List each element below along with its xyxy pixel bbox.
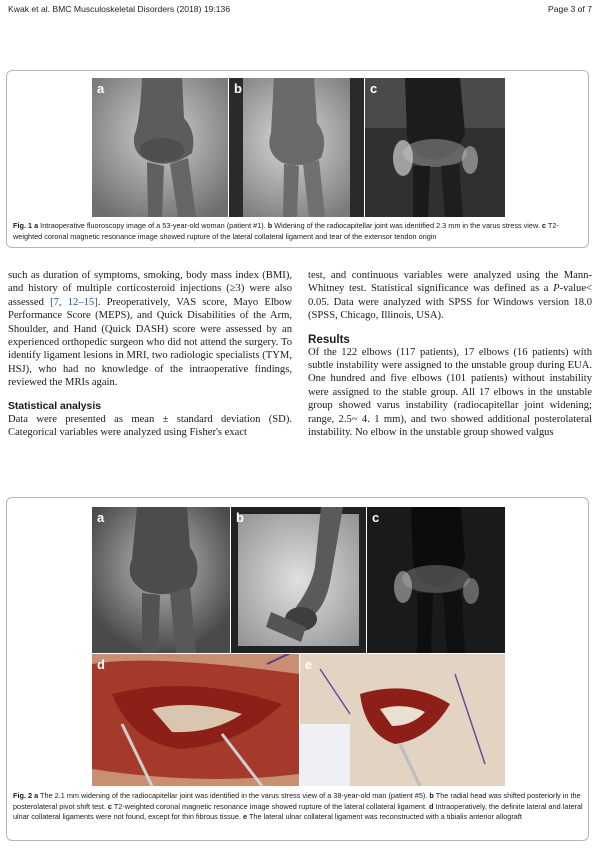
caption-text: T2-weighted coronal magnetic resonance image showed rupture of the lateral collateral ligament. (111, 801, 430, 811)
mri-image (365, 78, 505, 217)
panel-letter: c (370, 81, 378, 96)
caption-text: The 2.1 mm widening of the radiocapitellar joint was identified in the varus stress view of a 38-year-old man (patient #5). (38, 791, 430, 800)
figure-1-panel-b (229, 78, 364, 217)
caption-letter: b (267, 221, 273, 230)
figure-2-panel-b (231, 507, 366, 653)
page-number: Page 3 of 7 (548, 4, 592, 14)
figure-label: Fig. 1 (13, 221, 33, 230)
section-heading: Statistical analysis (8, 400, 101, 412)
caption-letter: b (429, 791, 434, 800)
body-paragraph: Of the 122 elbows (117 patients), 17 elbows (16 patients) with subtle instability were assigned to the unstable group during EUA. One hundred and five elbows (101 patients) without instability were assigned to the stable group. All 17 elbows in the unstable group showed varus instability (radiocapitellar joint widening; range, 2.5~ 4. 1 mm), and two showed additional posterolateral instability. No elbow in the unstable group showed valgus (308, 346, 592, 439)
body-paragraph: Data were presented as mean ± standard deviation (SD). Categorical variables were analyzed using Fisher's exact (8, 413, 292, 439)
panel-letter: a (97, 510, 105, 525)
panel-letter: e (305, 657, 313, 672)
figure-2-panel-a (92, 507, 230, 653)
section-heading: Results (308, 332, 350, 346)
caption-text: Intraoperatively, the definite lateral and lateral ulnar collateral ligaments were not found, except for thin fibrous tissue. (13, 801, 583, 822)
figure-1 (6, 70, 589, 248)
caption-letter: c (107, 801, 112, 811)
caption-letter: e (242, 812, 248, 822)
caption-letter: a (34, 221, 39, 230)
caption-letter: d (429, 801, 434, 811)
figure-2-panel-d (92, 654, 299, 786)
figure-label: Fig. 2 (13, 791, 33, 800)
caption-text: The lateral ulnar collateral ligament was reconstructed with a tibialis anterior allograft (247, 812, 522, 822)
figure-2-panel-c (367, 507, 505, 653)
surgery-photo (92, 654, 299, 786)
caption-text: Intraoperative fluoroscopy image of a 53-year-old woman (patient #1). (38, 221, 268, 230)
figure-1-caption (13, 221, 585, 242)
body-paragraph: such as duration of symptoms, smoking, body mass index (BMI), and history of multiple corticosteroid injections (≥3) were also assessed [7, 12–15]. Preoperatively, VAS score, Mayo Elbow Performance Score (MEPS), and Quick Disabilities of the Arm, Shoulder, and Hand (Quick DASH) score were assessed by an experienced orthopedic surgeon who did not attend the surgery. To identify ligament lesions in MRI, two radiologic specialists (TYM, HSJ), who had no knowledge of the intraoperative findings, reviewed the MRIs again. (8, 270, 293, 389)
panel-letter: b (234, 81, 242, 96)
left-column (8, 269, 292, 439)
caption-text: T2-weighted coronal magnetic resonance image showed rupture of the lateral collateral ligament and tear of the extensor tendon origin (13, 221, 559, 241)
body-paragraph: test, and continuous variables were analyzed using the Mann-Whitney test. Statistical significance was defined as a P-value< 0.05. Data were analyzed with SPSS for Windows version 18.0 (SPSS, Chicago, Illinois, USA). (308, 270, 592, 322)
right-column (308, 269, 592, 439)
journal-citation: Kwak et al. BMC Musculoskeletal Disorders (2018) 19:136 (8, 4, 231, 14)
caption-text: The radial head was shifted posteriorly in the posterolateral pivot shift test. (13, 791, 581, 811)
figure-2-caption (13, 791, 585, 823)
panel-letter: d (97, 657, 105, 672)
caption-text: Widening of the radiocapitellar joint was identified 2.3 mm in the varus stress view. (272, 221, 542, 230)
panel-letter: a (97, 81, 105, 96)
figure-2 (6, 497, 589, 841)
running-header (8, 4, 592, 18)
caption-letter: a (34, 791, 39, 800)
fluoroscopy-image (92, 507, 230, 653)
fluoroscopy-image (92, 78, 228, 217)
reference-link[interactable]: [7, 12–15] (50, 296, 98, 308)
panel-letter: c (372, 510, 380, 525)
mri-image (367, 507, 505, 653)
panel-letter: b (236, 510, 244, 525)
figure-2-panel-e (300, 654, 505, 786)
figure-1-panel-c (365, 78, 505, 217)
caption-letter: c (541, 221, 546, 230)
fluoroscopy-image (231, 507, 366, 653)
surgery-photo (300, 654, 505, 786)
figure-1-panel-a (92, 78, 228, 217)
fluoroscopy-image (229, 78, 364, 217)
